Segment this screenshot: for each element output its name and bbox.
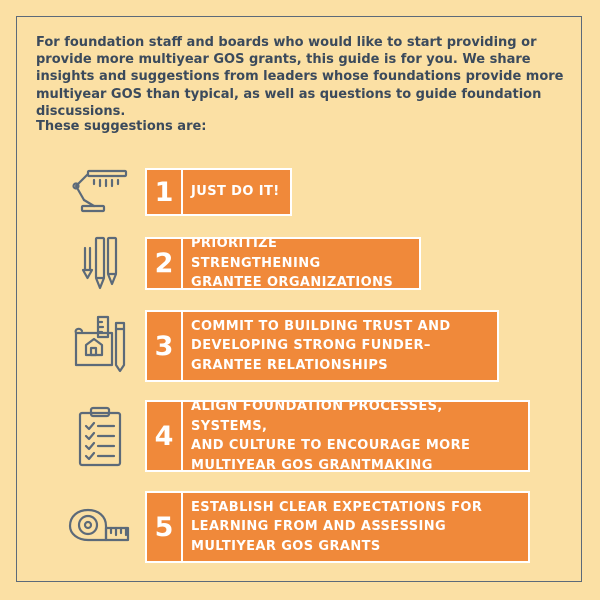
suggestion-4 [145, 400, 530, 472]
clipboard-checklist-icon [76, 405, 124, 469]
suggestions-heading: These suggestions are: [36, 119, 207, 134]
suggestion-4-text: ALIGN FOUNDATION PROCESSES, SYSTEMS, AND CULTURE TO ENCOURAGE MORE MULTIYEAR GOS GRANTMAKING [191, 399, 471, 473]
desk-lamp-icon [68, 168, 130, 214]
suggestion-5-text: ESTABLISH CLEAR EXPECTATIONS FOR LEARNING FROM AND ASSESSING MULTIYEAR GOS GRANTS [191, 499, 483, 554]
suggestion-5-number: 5 [147, 493, 183, 561]
intro-paragraph: For foundation staff and boards who would like to start providing or provide more multiyear GOS grants, this guide is for you. We share insights and suggestions from leaders whose foundations provide more multiyear GOS than typical, as well as questions to guide foundation discussions. [36, 35, 564, 119]
suggestion-3 [145, 310, 499, 382]
suggestion-4-number: 4 [147, 402, 183, 470]
suggestion-2-number: 2 [147, 239, 183, 288]
suggestion-3-number: 3 [147, 312, 183, 380]
pens-icon [78, 234, 122, 292]
suggestion-2 [145, 237, 421, 290]
tape-measure-icon [66, 506, 132, 546]
suggestion-3-text: COMMIT TO BUILDING TRUST AND DEVELOPING STRONG FUNDER– GRANTEE RELATIONSHIPS [191, 318, 451, 373]
suggestion-1-text: JUST DO IT! [191, 184, 280, 200]
suggestion-2-text: PRIORITIZE STRENGTHENING GRANTEE ORGANIZATIONS [191, 236, 394, 291]
suggestion-5 [145, 491, 530, 563]
suggestion-1-number: 1 [147, 170, 183, 214]
suggestion-1 [145, 168, 292, 216]
blueprint-icon [72, 313, 130, 373]
